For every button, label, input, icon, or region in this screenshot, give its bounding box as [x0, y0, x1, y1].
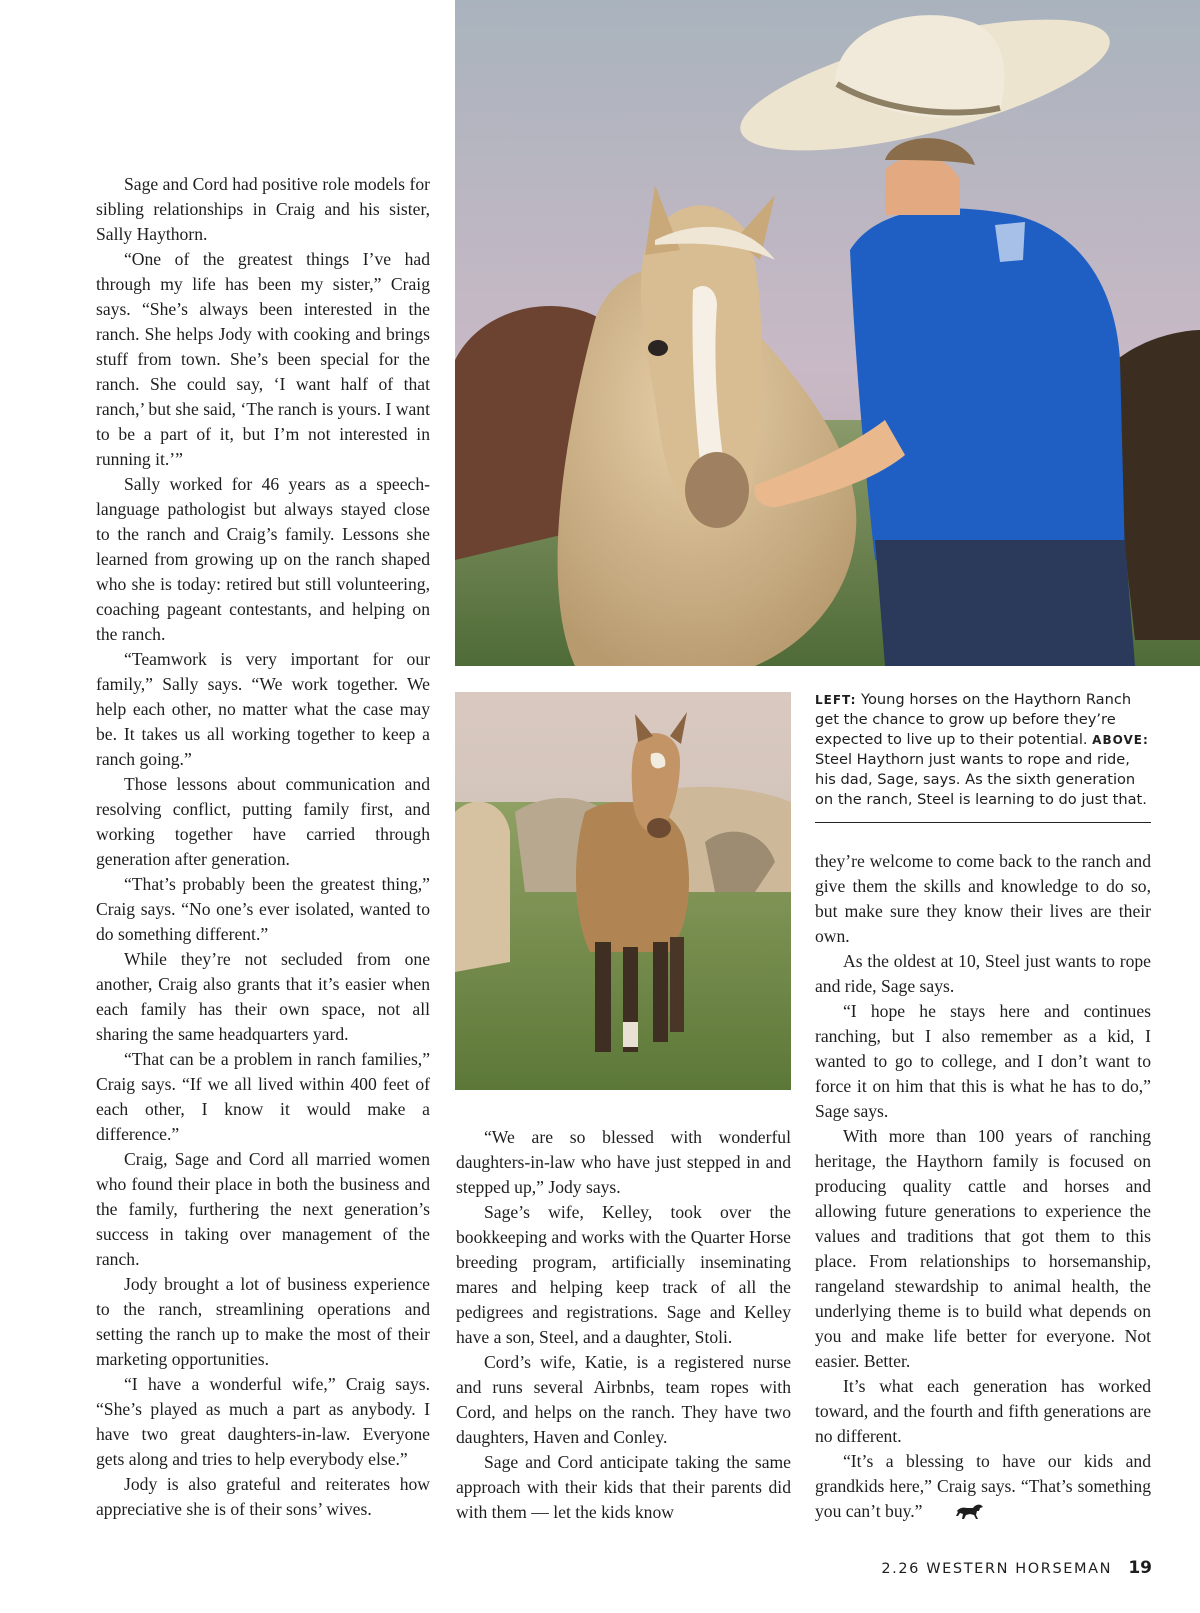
paragraph: “I hope he stays here and continues ranching, but I also remember as a kid, I wanted to go to college, and I don’t want to force it on him that this is what he has to do,” Sage says. — [815, 1001, 1151, 1121]
photo-buckskin-foal-illustration — [455, 692, 791, 1090]
paragraph: “That can be a problem in ranch families,” Craig says. “If we all lived within 400 feet of each other, I know it would make a difference.” — [96, 1049, 430, 1144]
paragraph-last — [815, 1449, 1151, 1527]
paragraph: “One of the greatest things I’ve had through my life has been my sister,” Craig says. “She’s always been interested in the ranch. She helps Jody with cooking and brings stuff from town. She’s been special for the ranch. She could say, ‘I want half of that ranch,’ but she said, ‘The ranch is yours. I want to be a part of it, but I’m not interested in running it.’” — [96, 249, 430, 469]
paragraph: Cord’s wife, Katie, is a registered nurse and runs several Airbnbs, team ropes with Cord, and helps on the ranch. They have two daughters, Haven and Conley. — [456, 1352, 791, 1447]
article-column-middle — [456, 1125, 791, 1525]
article-column-left — [96, 172, 430, 1522]
paragraph: Jody is also grateful and reiterates how appreciative she is of their sons’ wives. — [96, 1474, 430, 1519]
page-footer — [881, 1558, 1152, 1578]
paragraph: Sage and Cord had positive role models for sibling relationships in Craig and his sister, Sally Haythorn. — [96, 174, 430, 244]
article-column-right — [815, 849, 1151, 1527]
photo-boy-with-foal-illustration — [455, 0, 1200, 666]
paragraph: Craig, Sage and Cord all married women who found their place in both the business and the family, furthering the next generation’s success in taking over management of the ranch. — [96, 1149, 430, 1269]
paragraph: While they’re not secluded from one another, Craig also grants that it’s easier when each family has their own space, not all sharing the same headquarters yard. — [96, 949, 430, 1044]
paragraph: Those lessons about communication and resolving conflict, putting family first, and working together have carried through generation after generation. — [96, 774, 430, 869]
paragraph: As the oldest at 10, Steel just wants to rope and ride, Sage says. — [815, 951, 1151, 996]
paragraph: Sally worked for 46 years as a speech-language pathologist but always stayed close to the ranch and Craig’s family. Lessons she learned from growing up on the ranch shaped who she is today: retired but still volunteering, coaching pageant contestants, and helping on the ranch. — [96, 474, 430, 644]
paragraph: they’re welcome to come back to the ranch and give them the skills and knowledge to do so, but make sure they know their lives are their own. — [815, 851, 1151, 946]
paragraph: Sage’s wife, Kelley, took over the bookkeeping and works with the Quarter Horse breeding program, artificially inseminating mares and helping keep track of all the pedigrees and registrations. Sage and Kelley have a son, Steel, and a daughter, Stoli. — [456, 1202, 791, 1347]
caption-above-tag: ABOVE: — [1092, 733, 1149, 747]
paragraph: Jody brought a lot of business experience to the ranch, streamlining operations and setting the ranch up to make the most of their marketing opportunities. — [96, 1274, 430, 1369]
page-number: 19 — [1128, 1558, 1152, 1578]
paragraph: It’s what each generation has worked toward, and the fourth and fifth generations are no different. — [815, 1376, 1151, 1446]
paragraph-last-text: “It’s a blessing to have our kids and grandkids here,” Craig says. “That’s something you can’t buy.” — [815, 1451, 1151, 1521]
paragraph: Sage and Cord anticipate taking the same approach with their kids that their parents did with them — let the kids know — [456, 1452, 791, 1522]
magazine-name: WESTERN HORSEMAN — [926, 1561, 1113, 1577]
caption-left-tag: LEFT: — [815, 693, 857, 707]
horse-end-mark-icon — [927, 1502, 985, 1527]
photo-buckskin-foal — [455, 692, 791, 1090]
paragraph: “I have a wonderful wife,” Craig says. “She’s played as much a part as anybody. I have two great daughters-in-law. Everyone gets along and tries to help everybody else.” — [96, 1374, 430, 1469]
photo-boy-with-foal — [455, 0, 1200, 666]
caption-left-text: Young horses on the Haythorn Ranch get the chance to grow up before they’re expected to live up to their potential. — [815, 691, 1132, 748]
issue-date: 2.26 — [881, 1561, 920, 1577]
caption-above-text: Steel Haythorn just wants to rope and ride, his dad, Sage, says. As the sixth generation on the ranch, Steel is learning to do just that. — [815, 751, 1147, 808]
photo-caption — [815, 690, 1151, 823]
paragraph: “We are so blessed with wonderful daughters-in-law who have just stepped in and stepped up,” Jody says. — [456, 1127, 791, 1197]
paragraph: “That’s probably been the greatest thing,” Craig says. “No one’s ever isolated, wanted to do something different.” — [96, 874, 430, 944]
paragraph: “Teamwork is very important for our family,” Sally says. “We work together. We help each other, no matter what the case may be. It takes us all working together to keep a ranch going.” — [96, 649, 430, 769]
paragraph: With more than 100 years of ranching heritage, the Haythorn family is focused on producing quality cattle and horses and allowing future generations to experience the values and traditions that got them to this place. From relationships to horsemanship, rangeland stewardship to animal health, the underlying theme is to build what depends on you and make life better for everyone. Not easier. Better. — [815, 1126, 1151, 1371]
